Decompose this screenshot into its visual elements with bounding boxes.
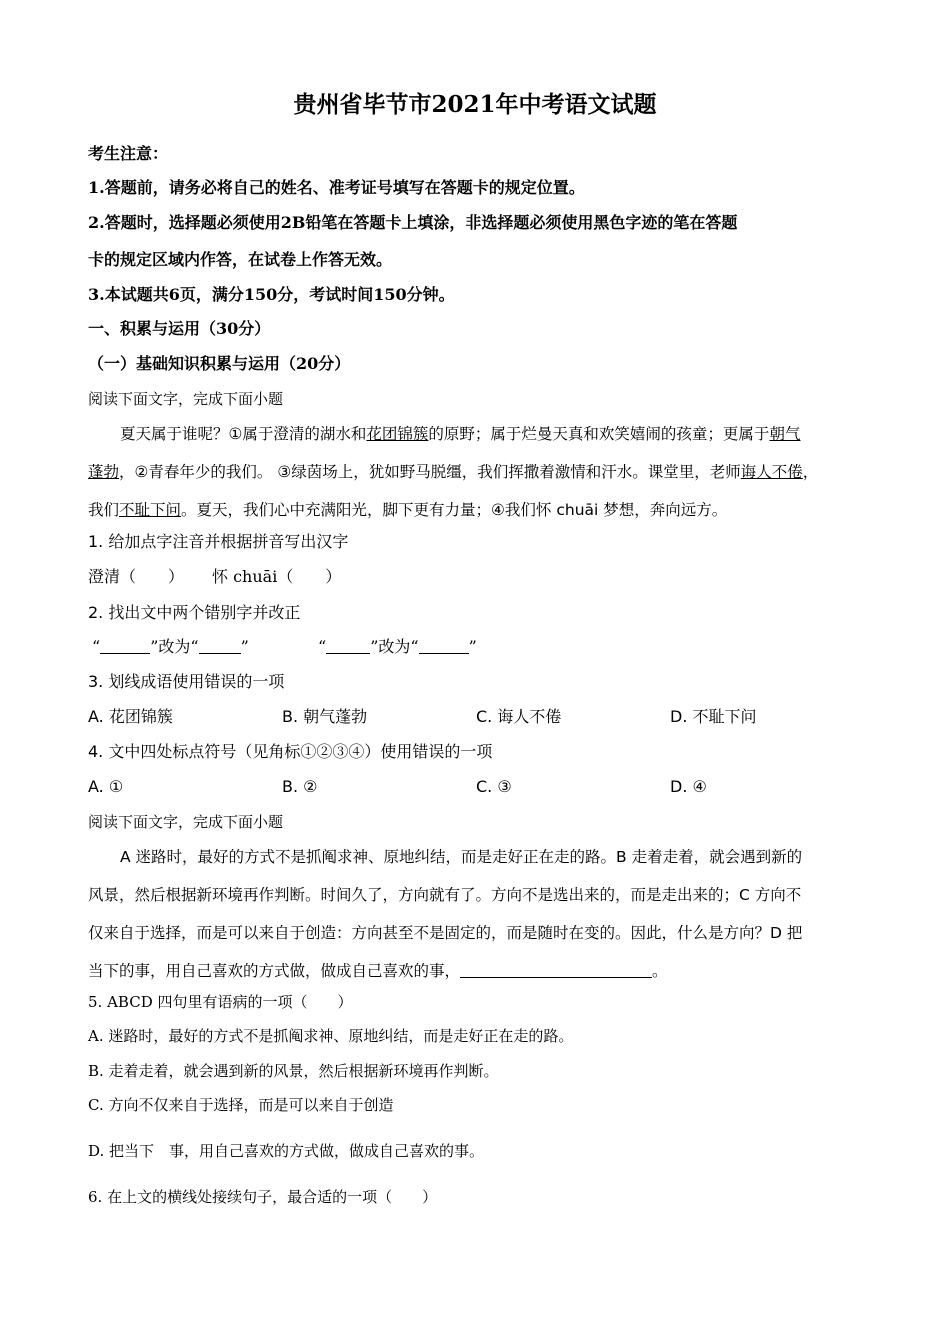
q2-answer-line [92,636,249,658]
q1-item-a: 澄清（ ） [88,567,185,586]
passage-2-line: A 迷路时，最好的方式不是抓阄求神、原地纠结，而是走好正在走的路。B 走着走着，就会遇到新的 [120,848,803,866]
option-text: 不耻下问 [687,707,757,726]
option-text: ② [298,777,318,796]
q4-option-c[interactable] [476,776,512,798]
question-number: 2. [88,603,104,622]
question-2 [88,602,300,624]
passage-1-text: ，②青春年少的我们。 ③绿茵场上，犹如野马脱缰，我们挥撒着激情和汗水。课堂里，老师 [119,463,741,481]
subsection-heading: （一）基础知识积累与运用（20分） [88,354,351,373]
passage-1 [88,415,866,529]
q4-option-b[interactable] [282,776,318,798]
question-1 [88,531,348,553]
passage-1-text: 夏天属于谁呢？①属于澄清的湖水和 [120,425,367,443]
fill-in-blank[interactable] [460,961,652,978]
q3-option-c[interactable] [476,706,561,728]
question-4 [88,741,492,763]
underlined-idiom-c: 诲人不倦 [740,463,803,481]
option-text: ③ [492,777,512,796]
underlined-idiom-b: 朝气 [769,425,801,443]
answer-blank[interactable] [419,637,469,654]
option-letter: C. [476,707,493,726]
option-text: ④ [687,777,707,796]
reading-instruction-2: 阅读下面文字，完成下面小题 [88,813,284,831]
option-letter: C. [476,777,493,796]
passage-2 [88,838,866,990]
option-letter: B. [282,707,299,726]
option-letter: B. [282,777,299,796]
notice-item-3: 3.本试题共6页，满分150分，考试时间150分钟。 [88,285,455,304]
question-text: 文中四处标点符号（见角标①②③④）使用错误的一项 [103,742,493,761]
q3-option-d[interactable] [670,706,757,728]
notice-item-2-cont: 卡的规定区域内作答，在试卷上作答无效。 [88,250,393,269]
option-letter: A. [88,707,104,726]
notice-heading: 考生注意： [88,144,169,163]
q4-option-d[interactable] [670,776,707,798]
passage-1-text: ， [802,463,819,481]
option-text: 朝气蓬勃 [298,707,368,726]
question-6-stem: 6. 在上文的横线处接续句子，最合适的一项（ ） [88,1188,438,1206]
change-to-label: ”改为“ [370,637,419,656]
option-letter: D. [670,777,688,796]
question-5-stem: 5. ABCD 四句里有语病的一项（ ） [88,993,353,1011]
notice-item-1: 1.答题前，请务必将自己的姓名、准考证号填写在答题卡的规定位置。 [88,178,585,197]
question-number: 1. [88,532,104,551]
q2-answer-line-2 [318,636,477,658]
passage-2-line-last [88,952,866,990]
section-heading: 一、积累与运用（30分） [88,319,271,338]
q3-option-a[interactable] [88,706,173,728]
question-number: 3. [88,672,104,691]
underlined-idiom-a: 花团锦簇 [366,425,429,443]
change-to-label: ”改为“ [150,637,199,656]
q5-option-a[interactable]: A. 迷路时，最好的方式不是抓阄求神、原地纠结，而是走好正在走的路。 [88,1027,574,1045]
q3-option-b[interactable] [282,706,367,728]
answer-blank[interactable] [199,637,241,654]
q5-option-b[interactable]: B. 走着走着，就会遇到新的风景，然后根据新环境再作判断。 [88,1062,499,1080]
passage-2-text: 当下的事，用自己喜欢的方式做，做成自己喜欢的事， [88,962,461,980]
passage-2-line: 仅来自于选择，而是可以来自于创造：方向甚至不是固定的，而是随时在变的。因此，什么是方向？D 把 [88,924,803,942]
option-text: ① [103,777,124,796]
question-3 [88,671,284,693]
option-letter: D. [670,707,688,726]
notice-item-2: 2.答题时，选择题必须使用2B铅笔在答题卡上填涂，非选择题必须使用黑色字迹的笔在答题 [88,213,738,232]
option-text: 花团锦簇 [103,707,173,726]
passage-1-text: 我们 [88,501,120,519]
option-text: 诲人不倦 [492,707,562,726]
q5-option-d[interactable]: D. 把当下 事，用自己喜欢的方式做，做成自己喜欢的事。 [88,1142,485,1160]
underlined-idiom-d: 不耻下问 [119,501,182,519]
passage-1-text: 。夏天，我们心中充满阳光，脚下更有力量；④我们怀 chuāi 梦想，奔向远方。 [181,501,728,519]
underlined-idiom-b-cont: 蓬勃 [88,463,120,481]
quote-mark: “ [92,637,101,656]
question-text: 划线成语使用错误的一项 [103,672,285,691]
reading-instruction-1: 阅读下面文字，完成下面小题 [88,390,284,408]
passage-2-line: 风景，然后根据新环境再作判断。时间久了，方向就有了。方向不是选出来的，而是走出来的；C 方向不 [88,886,802,904]
passage-1-text: 的原野；属于烂曼天真和欢笑嬉闹的孩童；更属于 [428,425,770,443]
question-text: 给加点字注音并根据拼音写出汉字 [103,532,349,551]
q1-item-b: 怀 chuāi（ ） [212,567,342,586]
exam-title: 贵州省毕节市2021年中考语文试题 [293,91,657,118]
option-letter: A. [88,777,104,796]
answer-blank[interactable] [100,637,150,654]
quote-mark: ” [240,637,249,656]
quote-mark: “ [318,637,327,656]
question-number: 4. [88,742,104,761]
period: 。 [652,962,668,980]
q5-option-c[interactable]: C. 方向不仅来自于选择，而是可以来自于创造 [88,1096,394,1114]
answer-blank[interactable] [326,637,370,654]
quote-mark: ” [468,637,477,656]
question-text: 找出文中两个错别字并改正 [103,603,301,622]
q4-option-a[interactable] [88,776,123,798]
